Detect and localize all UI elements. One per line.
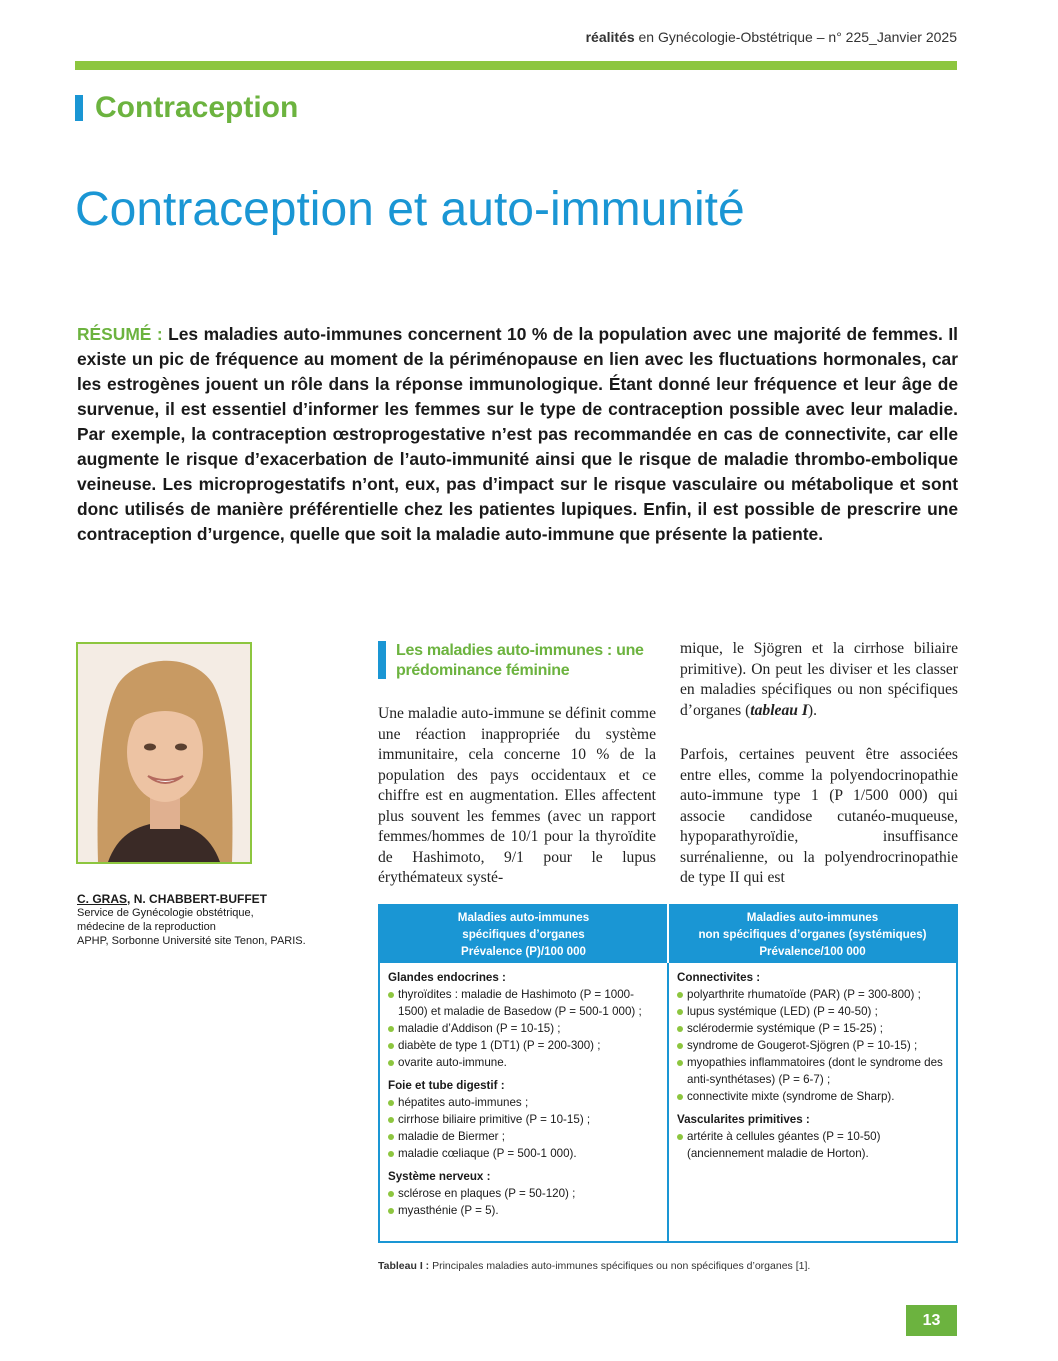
list-item: myasthénie (P = 5). bbox=[388, 1202, 661, 1219]
list-item: maladie de Biermer ; bbox=[388, 1128, 661, 1145]
journal-name: réalités bbox=[585, 29, 635, 45]
list-item: maladie cœliaque (P = 500-1 000). bbox=[388, 1145, 661, 1162]
table-cell-systemic bbox=[668, 963, 957, 1242]
disease-table bbox=[378, 904, 958, 1243]
list-item: polyarthrite rhumatoïde (PAR) (P = 300-800) ; bbox=[677, 986, 950, 1003]
abstract-label: RÉSUMÉ : bbox=[77, 324, 169, 344]
journal-issue: en Gynécologie-Obstétrique – n° 225_Janvier 2025 bbox=[634, 29, 957, 45]
group-heading: Glandes endocrines : bbox=[388, 971, 506, 984]
list-item: ovarite auto-immune. bbox=[388, 1054, 661, 1071]
table-cell-specific bbox=[379, 963, 668, 1242]
author-name-1: C. GRAS bbox=[77, 892, 128, 906]
author-portrait-image bbox=[78, 644, 250, 862]
group-heading: Connectivites : bbox=[677, 971, 761, 984]
list-item: thyroïdites : maladie de Hashimoto (P = 1000-1500) et maladie de Basedow (P = 500-1 000) ; bbox=[388, 986, 661, 1020]
journal-header bbox=[586, 29, 957, 45]
body-column-2-para-1 bbox=[680, 639, 958, 721]
abstract bbox=[77, 322, 958, 547]
col2-text-pre: mique, le Sjögren et la cirrhose biliaire primitive). On peut les diviser et les classer en maladies spécifiques ou non spécifiques d’organes ( bbox=[680, 640, 958, 719]
header-rule bbox=[75, 61, 957, 70]
table-header-right: Maladies auto-immunes non spécifiques d’organes (systémiques) Prévalence/100 000 bbox=[668, 905, 957, 963]
author-photo bbox=[76, 642, 252, 864]
group-heading: Système nerveux : bbox=[388, 1170, 491, 1183]
body-column-1: Une maladie auto-immune se définit comme une réaction inappropriée du système immunitaire, cela concerne 10 % de la population des pays occidentaux et ce chiffre est en augmentation. Elles affectent plus souvent les femmes (avec un rapport femmes/hommes de 10/1 pour la thyroïdite de Hashimoto, 9/1 pour le lupus érythémateux systé- bbox=[378, 705, 656, 886]
caption-text: Principales maladies auto-immunes spécifiques ou non spécifiques d’organes [1]. bbox=[432, 1260, 811, 1272]
col2-text-post: ). bbox=[807, 701, 818, 719]
article-title: Contraception et auto-immunité bbox=[75, 183, 745, 236]
subheading-text: Les maladies auto-immunes : une prédominance féminine bbox=[396, 642, 644, 679]
article-subheading bbox=[378, 641, 658, 681]
caption-label: Tableau I : bbox=[378, 1260, 433, 1272]
list-item: connectivite mixte (syndrome de Sharp). bbox=[677, 1088, 950, 1105]
list-item: maladie d’Addison (P = 10-15) ; bbox=[388, 1020, 661, 1037]
table-header-left: Maladies auto-immunes spécifiques d’organes Prévalence (P)/100 000 bbox=[379, 905, 668, 963]
body-column-2-para-2: Parfois, certaines peuvent être associées entre elles, comme la polyendocrinopathie auto-immune type 1 (P 1/500 000) qui associe candidose cutanéo-muqueuse, hypoparathyroïdie, insuffisance surrénalienne, ou la polyendrocrinopathie de type II qui est bbox=[680, 746, 958, 886]
author-affiliation-2: médecine de la reproduction bbox=[77, 921, 216, 933]
group-heading: Vascularites primitives : bbox=[677, 1113, 810, 1126]
section-heading bbox=[75, 90, 298, 126]
list-item: myopathies inflammatoires (dont le syndrome des anti-synthétases) (P = 6-7) ; bbox=[677, 1054, 950, 1088]
group-heading: Foie et tube digestif : bbox=[388, 1079, 505, 1092]
author-names bbox=[77, 892, 347, 906]
abstract-text: Les maladies auto-immunes concernent 10 % de la population avec une majorité de femmes. Il existe un pic de fréquence au moment de la périménopause en lien avec les fluctuations hormonales, car les estrogènes jouent un rôle dans la réponse immunologique. Étant donné leur fréquence et leur âge de survenue, il est essentiel d’informer les femmes sur le type de contraception possible avec leur maladie. Par exemple, la contraception œstroprogestative n’est pas recommandée en cas de connectivite, car elle augmente le risque d’exacerbation de l’auto-immunité ainsi que le risque de maladie thrombo-embolique veineuse. Les microprogestatifs n’ont, eux, pas d’impact sur le risque vasculaire ou métabolique et sont donc utilisés de manière préférentielle chez les patientes lupiques. Enfin, il est possible de prescrire une contraception d’urgence, quelle que soit la maladie auto-immune que présente la patiente. bbox=[77, 324, 958, 544]
list-item: hépatites auto-immunes ; bbox=[388, 1094, 661, 1111]
section-marker bbox=[75, 95, 83, 121]
list-item: diabète de type 1 (DT1) (P = 200-300) ; bbox=[388, 1037, 661, 1054]
list-item: sclérose en plaques (P = 50-120) ; bbox=[388, 1185, 661, 1202]
author-affiliation-3: APHP, Sorbonne Université site Tenon, PARIS. bbox=[77, 935, 306, 947]
list-item: syndrome de Gougerot-Sjögren (P = 10-15) ; bbox=[677, 1037, 950, 1054]
list-item: cirrhose biliaire primitive (P = 10-15) ; bbox=[388, 1111, 661, 1128]
subheading-marker bbox=[378, 641, 386, 679]
table-caption bbox=[378, 1260, 978, 1272]
list-item: artérite à cellules géantes (P = 10-50) (anciennement maladie de Horton). bbox=[677, 1128, 950, 1162]
section-label: Contraception bbox=[95, 91, 299, 124]
author-name-2: N. CHABBERT-BUFFET bbox=[133, 892, 268, 906]
author-block bbox=[77, 892, 347, 948]
author-affiliation-1: Service de Gynécologie obstétrique, bbox=[77, 907, 254, 919]
list-item: lupus systémique (LED) (P = 40-50) ; bbox=[677, 1003, 950, 1020]
list-item: sclérodermie systémique (P = 15-25) ; bbox=[677, 1020, 950, 1037]
author-separator: , bbox=[127, 892, 134, 906]
table-reference-link[interactable]: tableau I bbox=[750, 701, 808, 719]
page-number: 13 bbox=[906, 1305, 957, 1336]
